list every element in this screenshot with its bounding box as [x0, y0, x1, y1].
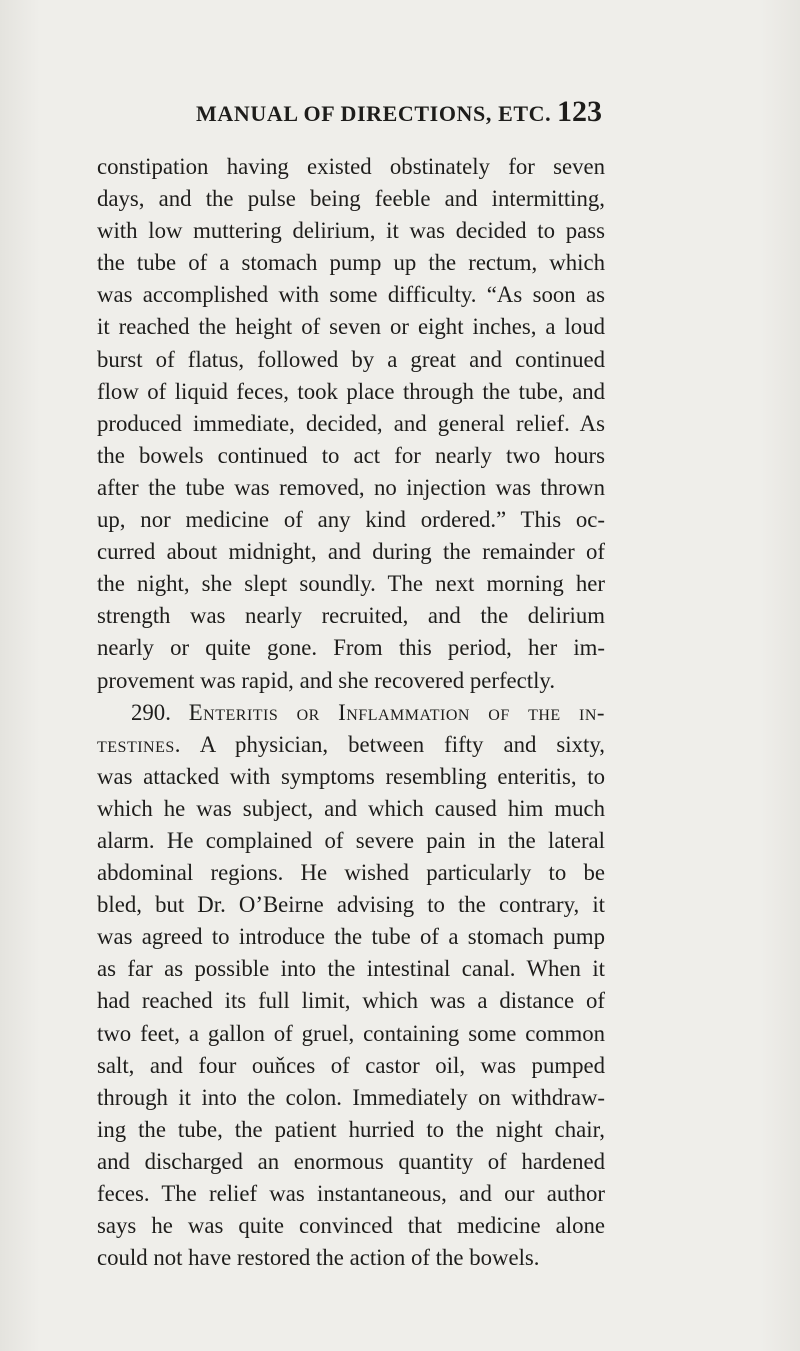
text-line: provement was rapid, and she recovered perfectly. — [97, 667, 556, 693]
text-line: feces. The relief was instantaneous, and our author — [97, 1181, 605, 1206]
text-line: nearly or quite gone. From this period, her im- — [97, 635, 605, 661]
body-text — [97, 151, 605, 1274]
text-line: constipation having existed obstinately for seven — [97, 154, 605, 179]
section-290 — [97, 697, 605, 1275]
text-line: days, and the pulse being feeble and intermitting, — [97, 186, 605, 212]
page-number: 123 — [557, 95, 602, 128]
section-heading-continued: testines. — [97, 731, 181, 757]
text-line: the bowels continued to act for nearly two hours — [97, 442, 605, 468]
text-line: ing the tube, the patient hurried to the night chair, — [97, 1116, 605, 1142]
text-line: which he was subject, and which caused him much — [97, 795, 605, 821]
text-line: the night, she slept soundly. The next morning her — [97, 571, 605, 597]
text-line: curred about midnight, and during the remainder of — [97, 539, 605, 565]
section-heading: Enteritis or Inflammation of the in- — [188, 699, 605, 725]
text-line: bled, but Dr. O’Beirne advising to the contrary, it — [97, 892, 605, 918]
text-line: produced immediate, decided, and general relief. As — [97, 410, 605, 436]
text-line: with low muttering delirium, it was decided to pass — [97, 218, 605, 244]
text-line: could not have restored the action of the bowels. — [97, 1245, 540, 1271]
text-line: was accomplished with some difficulty. “As soon as — [97, 282, 605, 308]
page-header — [196, 95, 602, 135]
text-line: up, nor medicine of any kind ordered.” This oc- — [97, 507, 605, 533]
text-line: and discharged an enormous quantity of hardened — [97, 1148, 605, 1174]
text-line: burst of flatus, followed by a great and continued — [97, 346, 605, 372]
section-heading-line — [97, 729, 605, 761]
paragraph-continued — [97, 151, 605, 697]
text-line: was attacked with symptoms resembling enteritis, to — [97, 763, 605, 789]
text-line: says he was quite convinced that medicine alone — [97, 1213, 605, 1239]
text-line: had reached its full limit, which was a distance of — [97, 988, 605, 1014]
text-line: after the tube was removed, no injection was thrown — [97, 474, 605, 500]
text-line: as far as possible into the intestinal canal. When it — [97, 956, 605, 982]
text-line: flow of liquid feces, took place through the tube, and — [97, 378, 605, 404]
text-line: strength was nearly recruited, and the delirium — [97, 603, 605, 629]
section-first-line-text: A physician, between fifty and sixty, — [199, 731, 605, 757]
section-heading-line — [97, 697, 605, 729]
running-head: MANUAL OF DIRECTIONS, ETC. — [196, 101, 552, 126]
text-line: it reached the height of seven or eight inches, a loud — [97, 314, 605, 340]
text-line: was agreed to introduce the tube of a stomach pump — [97, 924, 605, 950]
text-line: abdominal regions. He wished particularly to be — [97, 860, 605, 886]
section-number: 290. — [131, 699, 171, 725]
text-line: two feet, a gallon of gruel, containing some common — [97, 1020, 605, 1046]
text-line: alarm. He complained of severe pain in the lateral — [97, 827, 605, 853]
text-line: the tube of a stomach pump up the rectum, which — [97, 250, 605, 276]
text-line: through it into the colon. Immediately on withdraw- — [97, 1084, 605, 1110]
text-line: salt, and four ouňces of castor oil, was pumped — [97, 1052, 605, 1078]
